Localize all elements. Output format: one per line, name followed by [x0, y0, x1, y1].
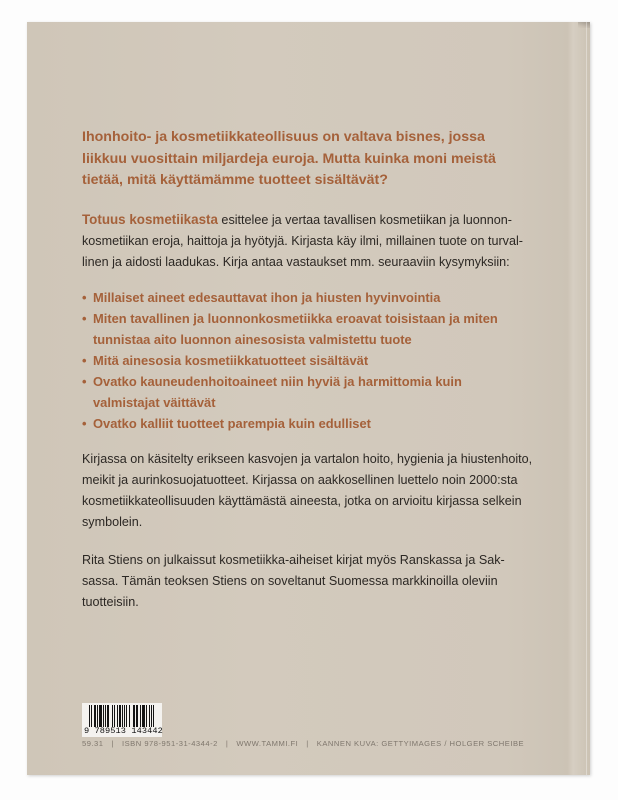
question-list	[82, 287, 542, 434]
imprint-footer	[82, 739, 524, 748]
bullet-icon: •	[82, 352, 87, 368]
book-title-emphasis: Totuus kosmetiikasta	[82, 211, 218, 227]
body-line: meikit ja aurinkosuojatuotteet. Kirjassa on aakkosellinen luettelo noin 2000:sta	[82, 472, 518, 487]
publisher-website: WWW.TAMMI.FI	[236, 739, 299, 748]
bullet-icon: •	[82, 310, 87, 326]
body-line: Rita Stiens on julkaissut kosmetiikka-aiheiset kirjat myös Ranskassa ja Sak-	[82, 552, 505, 567]
classification-code: 59.31	[82, 739, 104, 748]
footer-separator: |	[225, 739, 229, 748]
author-paragraph	[82, 550, 542, 613]
cover-image-credit: KANNEN KUVA: GETTYIMAGES / HOLGER SCHEIBE	[316, 739, 525, 748]
lead-line: liikkuu vuosittain miljardeja euroja. Mutta kuinka moni meistä	[82, 150, 496, 167]
cover-text-block	[82, 127, 542, 630]
question-line: valmistajat väittävät	[93, 394, 216, 410]
question-line: Millaiset aineet edesauttavat ihon ja hiusten hyvinvointia	[93, 289, 441, 305]
barcode-bars	[89, 705, 155, 727]
question-line: Ovatko kauneudenhoitoaineet niin hyviä ja harmittomia kuin	[93, 373, 462, 389]
question-line: tunnistaa aito luonnon ainesosista valmistettu tuote	[93, 331, 412, 347]
lead-line: Ihonhoito- ja kosmetiikkateollisuus on valtava bisnes, jossa	[82, 129, 485, 145]
bullet-icon: •	[82, 415, 87, 431]
footer-separator: |	[306, 739, 309, 748]
body-line: Kirjassa on käsitelty erikseen kasvojen ja vartalon hoito, hygienia ja hiustenhoito,	[82, 451, 533, 466]
question-item	[82, 413, 542, 434]
cover-corner-wear	[578, 22, 590, 28]
body-line: sassa. Tämän teoksen Stiens on soveltanut Suomessa markkinoilla oleviin	[82, 573, 498, 588]
isbn-barcode	[82, 703, 162, 737]
contents-paragraph	[82, 449, 542, 533]
question-item	[82, 350, 542, 371]
footer-separator: |	[111, 739, 114, 748]
question-line: Mitä ainesosia kosmetiikkatuotteet sisältävät	[93, 352, 369, 368]
body-line: tuotteisiin.	[82, 594, 139, 609]
intro-line: linen ja aidosti laadukas. Kirja antaa vastaukset mm. seuraaviin kysymyksiin:	[82, 254, 510, 269]
question-item	[82, 371, 542, 413]
lead-line: tietää, mitä käyttämämme tuotteet sisältävät?	[82, 172, 388, 188]
intro-paragraph	[82, 209, 542, 273]
book-back-cover	[27, 22, 590, 775]
body-line: kosmetiikkateollisuuden käyttämästä aineesta, jotka on arvioitu kirjassa selkein	[82, 493, 522, 508]
question-item	[82, 308, 542, 350]
barcode-digits: 9 789513 143442	[84, 726, 163, 736]
isbn-text: ISBN 978-951-31-4344-2	[122, 739, 218, 748]
lead-paragraph	[82, 127, 542, 192]
barcode-stripe	[154, 705, 155, 727]
bullet-icon: •	[82, 289, 87, 305]
body-line: symbolein.	[82, 514, 143, 529]
intro-line: esittelee ja vertaa tavallisen kosmetiikan ja luonnon-	[217, 212, 512, 227]
question-line: Ovatko kalliit tuotteet parempia kuin edulliset	[93, 415, 371, 431]
intro-line: kosmetiikan eroja, haittoja ja hyötyjä. Kirjasta käy ilmi, millainen tuote on turval-	[82, 233, 523, 248]
bullet-icon: •	[82, 373, 87, 389]
question-line: Miten tavallinen ja luonnonkosmetiikka eroavat toisistaan ja miten	[93, 310, 498, 326]
question-item	[82, 287, 542, 308]
